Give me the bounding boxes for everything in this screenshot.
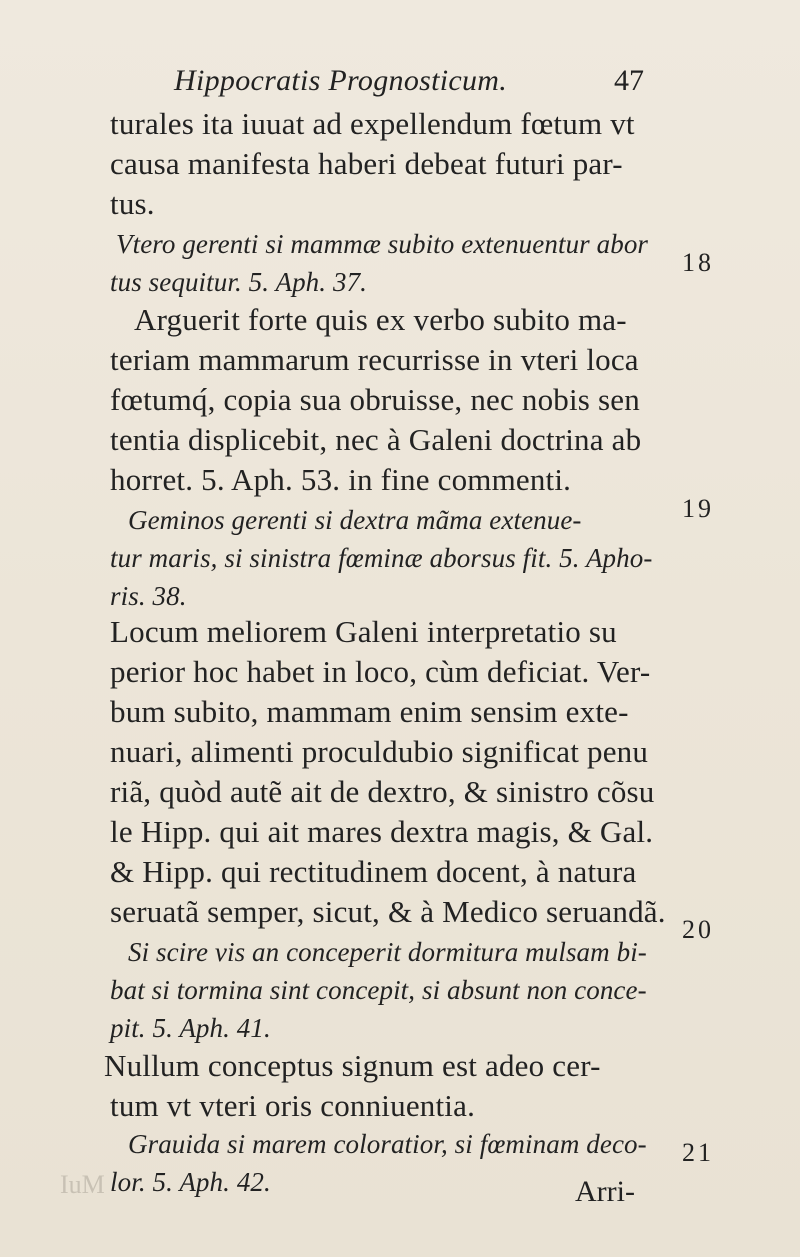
commentary-line: tentia displicebit, nec à Galeni doctrina ab [110,422,642,457]
text-line: turales ita iuuat ad expellendum fœtum vt [110,106,635,141]
commentary-line: perior hoc habet in loco, cùm deficiat. Ver- [110,654,651,689]
aphorism-line: ris. 38. [110,581,187,611]
aphorism-line: pit. 5. Aph. 41. [110,1013,271,1043]
aphorism-line: tus sequitur. 5. Aph. 37. [110,267,368,297]
aphorism-line: Vtero gerenti si mammæ subito extenuentur abor [116,229,649,259]
commentary-line: Locum meliorem Galeni interpretatio su [110,614,617,649]
catchword: Arri- [575,1175,635,1208]
commentary-line: le Hipp. qui ait mares dextra magis, & Gal. [110,814,654,849]
commentary-line: bum subito, mammam enim sensim exte- [110,694,629,729]
show-through-mark: IuM [60,1170,105,1199]
commentary-line: & Hipp. qui rectitudinem docent, à natura [110,854,637,889]
aphorism-line: bat si tormina sint concepit, si absunt non conce- [110,975,647,1005]
commentary-line: seruatã semper, sicut, & à Medico seruandã. [110,894,666,929]
margin-number: 18 [682,248,714,277]
margin-number: 19 [682,494,714,523]
commentary-line: tum vt vteri oris conniuentia. [110,1088,476,1123]
commentary-line: Arguerit forte quis ex verbo subito ma- [134,302,627,337]
commentary-line: teriam mammarum recurrisse in vteri loca [110,342,639,377]
aphorism-line: lor. 5. Aph. 42. [110,1167,271,1197]
aphorism-line: Si scire vis an conceperit dormitura mulsam bi- [128,937,647,967]
commentary-line: Nullum conceptus signum est adeo cer- [104,1048,601,1083]
commentary-line: riã, quòd autẽ ait de dextro, & sinistro cõsu [110,774,655,809]
aphorism-line: Grauida si marem coloratior, si fœminam deco- [128,1129,647,1159]
commentary-line: fœtumq́, copia sua obruisse, nec nobis sen [110,382,640,417]
margin-number: 21 [682,1138,714,1167]
text-line: causa manifesta haberi debeat futuri par- [110,146,623,181]
commentary-line: horret. 5. Aph. 53. in fine commenti. [110,462,572,497]
page-number: 47 [614,64,644,97]
aphorism-line: Geminos gerenti si dextra mãma extenue- [128,505,582,535]
margin-number: 20 [682,915,714,944]
aphorism-line: tur maris, si sinistra fœminæ aborsus fit. 5. Apho- [110,543,653,573]
text-line: tus. [110,186,155,221]
page-header [174,64,644,104]
running-head: Hippocratis Prognosticum. [174,64,508,97]
commentary-line: nuari, alimenti proculdubio significat penu [110,734,649,769]
